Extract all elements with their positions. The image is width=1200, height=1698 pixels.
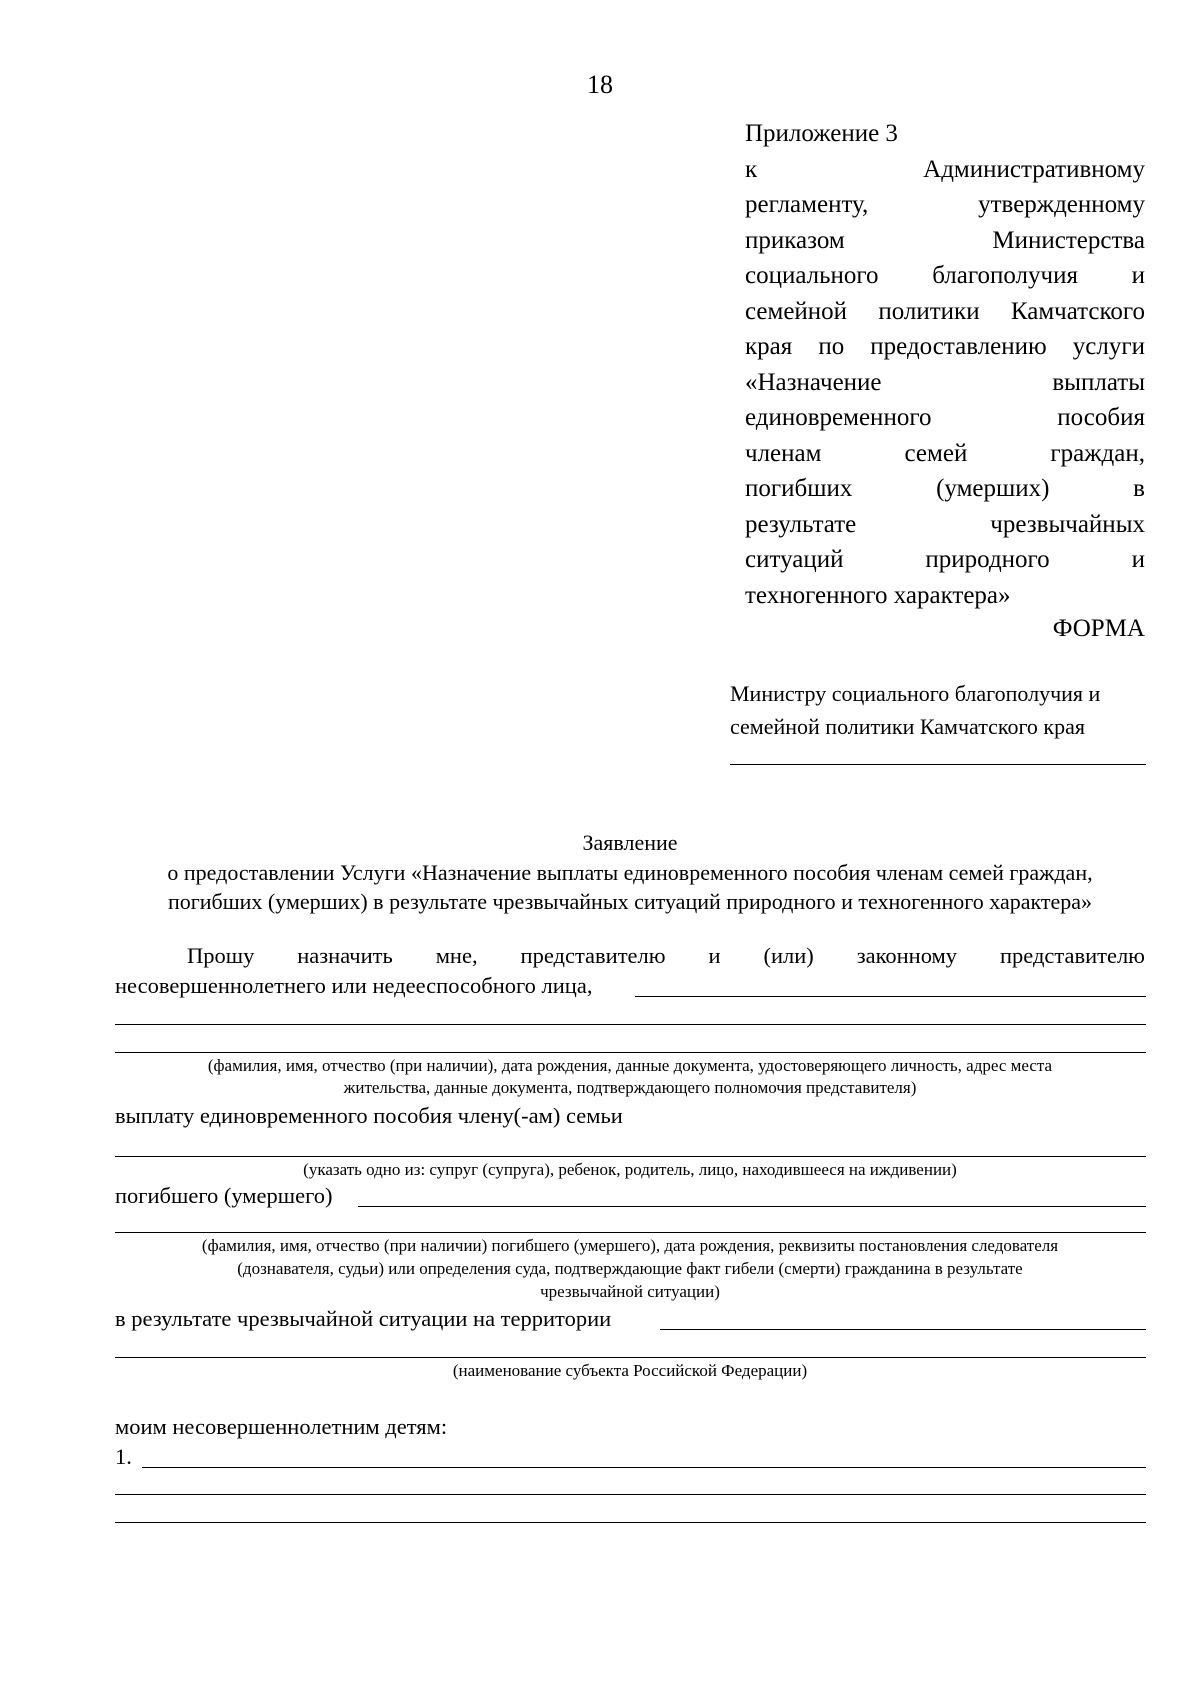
- addressee-signature-line[interactable]: [730, 764, 1146, 765]
- field-hint: (дознавателя, судьи) или определения суда, подтверждающие факт гибели (смерти) гражданина в результате: [237, 1259, 1023, 1278]
- appendix-line: ситуаций природного и: [745, 546, 1145, 573]
- statement-subtitle: погибших (умерших) в результате чрезвычайных ситуаций природного и техногенного характера»: [167, 889, 1093, 914]
- deceased-label: погибшего (умершего): [115, 1183, 333, 1208]
- request-line: Прошу назначить мне, представителю и (или) законному представителю: [187, 943, 1145, 968]
- child-field[interactable]: [115, 1494, 1146, 1495]
- appendix-line: результате чрезвычайных: [745, 510, 1145, 538]
- request-paragraph: [115, 943, 1145, 969]
- appendix-line: погибших (умерших) в: [745, 475, 1145, 502]
- field-hint: (фамилия, имя, отчество (при наличии), дата рождения, данные документа, удостоверяющего личность, адрес места: [207, 1056, 1053, 1075]
- applicant-field[interactable]: [635, 996, 1146, 997]
- field-hint: жительства, данные документа, подтверждающего полномочия представителя): [343, 1078, 917, 1097]
- appendix-line: регламенту, утвержденному: [745, 191, 1145, 218]
- appendix-line: единовременного пособия: [745, 404, 1145, 431]
- statement-title: Заявление: [582, 830, 678, 855]
- appendix-block: [745, 116, 1145, 613]
- territory-label: в результате чрезвычайной ситуации на территории: [115, 1306, 612, 1331]
- child-number: 1.: [115, 1444, 132, 1469]
- appendix-line: края по предоставлению услуги: [745, 333, 1145, 360]
- appendix-line: техногенного характера»: [745, 581, 1011, 609]
- statement-subtitle: о предоставлении Услуги «Назначение выплаты единовременного пособия членам семей граждан,: [167, 860, 1093, 885]
- applicant-field[interactable]: [115, 1024, 1146, 1025]
- territory-field[interactable]: [115, 1357, 1146, 1358]
- addressee-line: семейной политики Камчатского края: [730, 714, 1085, 739]
- territory-field[interactable]: [660, 1329, 1146, 1330]
- appendix-line: приказом Министерства: [745, 226, 1145, 254]
- applicant-field[interactable]: [115, 1052, 1146, 1053]
- addressee-line: Министру социального благополучия и: [730, 681, 1101, 706]
- children-label: моим несовершеннолетним детям:: [115, 1414, 448, 1439]
- deceased-field[interactable]: [115, 1232, 1146, 1233]
- form-label: ФОРМА: [1052, 615, 1145, 642]
- appendix-line: «Назначение выплаты: [745, 368, 1145, 396]
- request-line: несовершеннолетнего или недееспособного лица,: [115, 973, 593, 998]
- field-hint: чрезвычайной ситуации): [540, 1282, 720, 1301]
- field-hint: (указать одно из: супруг (супруга), ребенок, родитель, лицо, находившееся на иждивении): [303, 1160, 957, 1179]
- deceased-field[interactable]: [358, 1206, 1146, 1207]
- addressee-block: [730, 677, 1150, 743]
- child-field[interactable]: [142, 1467, 1146, 1468]
- field-hint: (наименование субъекта Российской Федерации): [452, 1361, 808, 1380]
- field-hint: (фамилия, имя, отчество (при наличии) погибшего (умершего), дата рождения, реквизиты постановления следователя: [201, 1236, 1059, 1255]
- appendix-title: Приложение 3: [745, 120, 898, 147]
- appendix-line: к Административному: [745, 155, 1145, 183]
- payment-label: выплату единовременного пособия члену(-ам) семьи: [115, 1103, 623, 1128]
- page-number: 18: [587, 70, 613, 99]
- child-field[interactable]: [115, 1522, 1146, 1523]
- appendix-line: членам семей граждан,: [745, 439, 1145, 467]
- appendix-line: социального благополучия и: [745, 262, 1145, 289]
- appendix-line: семейной политики Камчатского: [745, 297, 1145, 325]
- relation-field[interactable]: [115, 1156, 1146, 1157]
